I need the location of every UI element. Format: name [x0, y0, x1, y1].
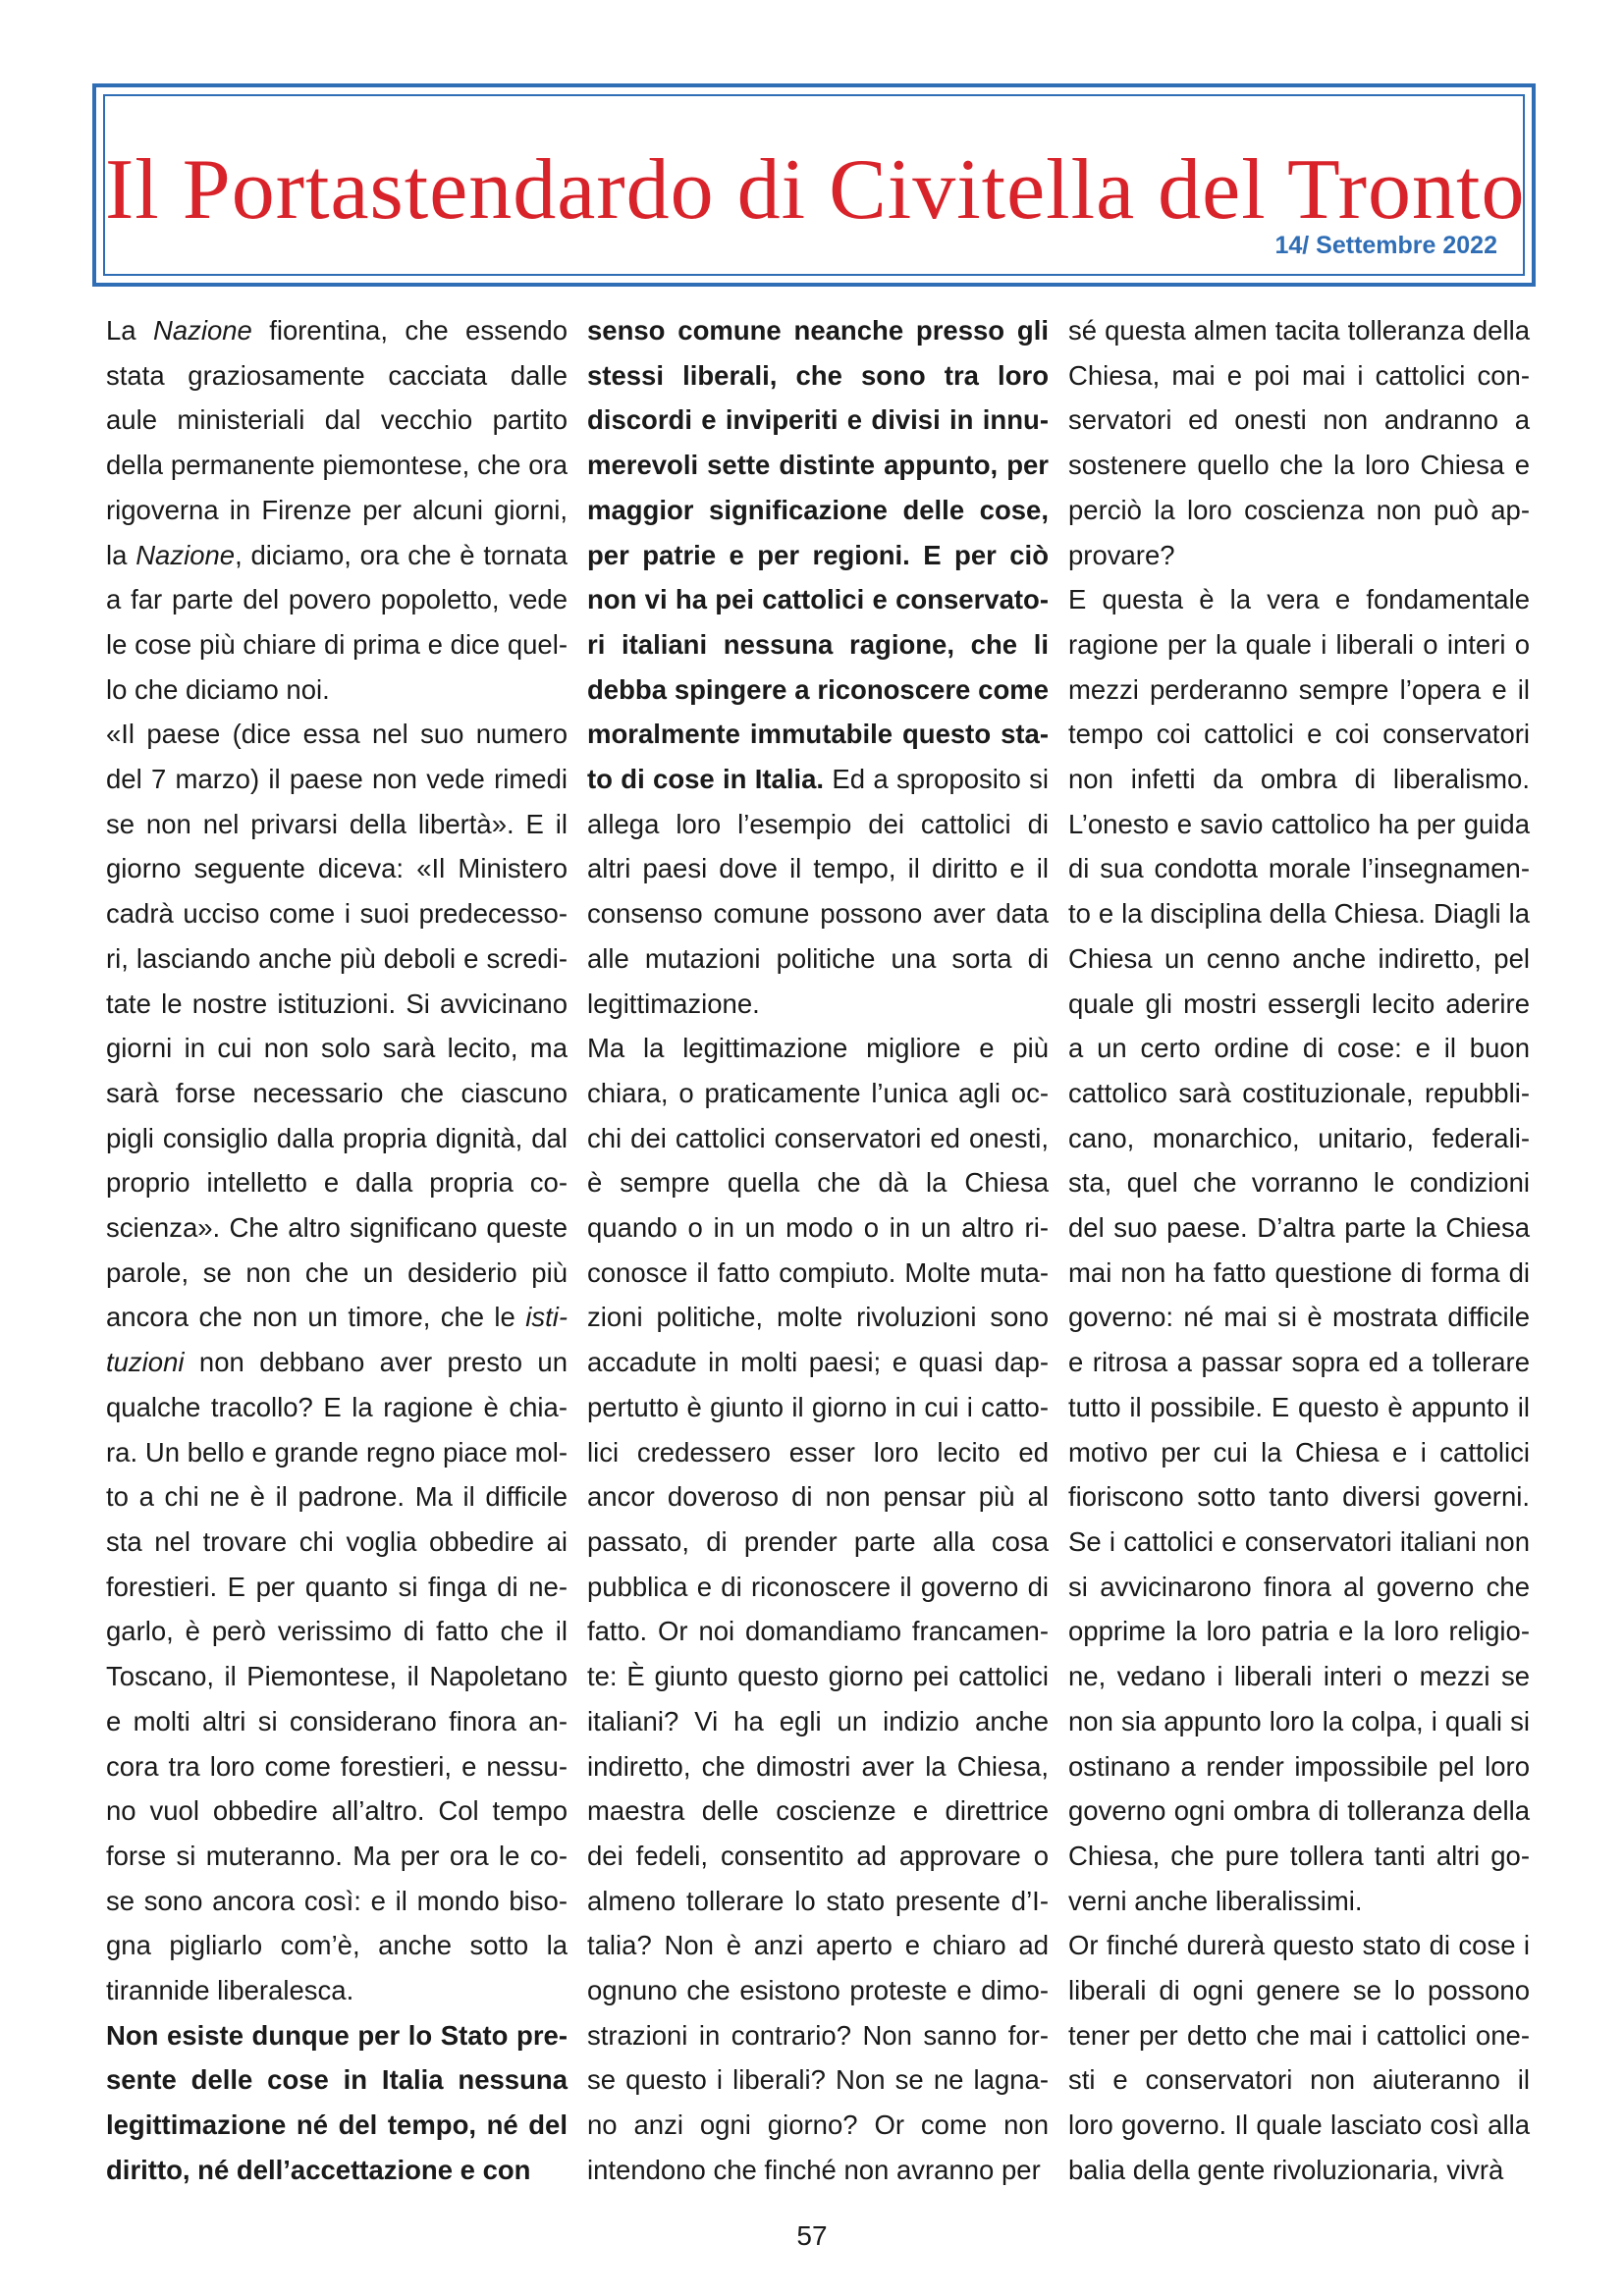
article-column-1 [106, 308, 568, 2185]
italic-text-segment: Nazione [135, 539, 236, 570]
text-segment: Or finché durerà questo stato di cose i liberali di ogni genere se lo possono tener per detto che mai i cattolici onesti e conservatori non aiuteranno il loro governo. Il quale lasciato così alla balia della gente rivoluzionaria, vivrà [1068, 1930, 1530, 2185]
text-segment: sé questa almen tacita tolleranza della Chiesa, mai e poi mai i cattolici conservatori ed onesti non andranno a sostenere quello che la loro Chiesa e perciò la loro coscienza non può approvare? [1068, 315, 1530, 570]
text-segment: «Il paese (dice essa nel suo numero del 7 marzo) il paese non vede rimedi se non nel privarsi della libertà». E il giorno seguente diceva: «Il Ministero cadrà ucciso come i suoi predecessori, lasciando anche più deboli e screditate le nostre istituzioni. Si avvicinano giorni in cui non solo sarà lecito, ma sarà forse necessario che ciascuno pigli consiglio dalla propria dignità, dal proprio intelletto e dalla propria coscienza». Che altro significano queste parole, se non che un desiderio più ancora che non un timore, che le [106, 719, 568, 1333]
newspaper-title: Il Portastendardo di Civitella del Tronto [105, 142, 1526, 238]
text-segment: Ma la legittimazione migliore e più chiara, o praticamente l’unica agli occhi dei cattolici conservatori ed onesti, è sempre quella che dà la Chiesa quando o in un modo o in un altro riconosce il fatto compiuto. Molte mutazioni politiche, molte rivoluzioni sono accadute in molti paesi; e quasi dappertutto è giunto il giorno in cui i cattolici credessero esser loro lecito ed ancor doveroso di non pensar più al passato, di prender parte alla cosa pubblica e di riconoscere il governo di fatto. Or noi domandiamo francamente: È giunto questo giorno pei cattolici italiani? Vi ha egli un indizio anche indiretto, che dimostri aver la Chiesa, maestra delle coscienze e direttrice dei fedeli, consentito ad approvare o almeno tollerare lo stato presente d’Italia? Non è anzi aperto e chiaro ad ognuno che esistono proteste e dimostrazioni in contrario? Non sanno forse questo i liberali? Non se ne lagnano anzi ogni giorno? Or come non intendono che finché non avranno per [587, 1033, 1049, 2185]
text-segment: fiorentina, che essendo stata graziosamente cacciata dalle aule ministeriali dal vecchio partito della permanente piemontese, che ora rigoverna in Firenze per alcuni giorni, la [106, 315, 568, 570]
bold-text-segment: senso comune neanche presso gli stessi liberali, che sono tra loro discordi e inviperiti e divisi in innumerevoli sette distinte appunto, per maggior significazione delle cose, per patrie e per regioni. E per ciò non vi ha pei cattolici e conservatori italiani nessuna ragione, che li debba spingere a riconoscere come moralmente immutabile questo stato di cose in Italia. [587, 315, 1049, 795]
article-paragraph [106, 2013, 568, 2193]
text-segment: E questa è la vera e fondamentale ragione per la quale i liberali o interi o mezzi perderanno sempre l’opera e il tempo coi cattolici e coi conservatori non infetti da ombra di liberalismo. L’onesto e savio cattolico ha per guida di sua condotta morale l’insegnamento e la disciplina della Chiesa. Diagli la Chiesa un cenno anche indiretto, pel quale gli mostri essergli lecito aderire a un certo ordine di cose: e il buon cattolico sarà costituzionale, repubblicano, monarchico, unitario, federalista, quel che vorranno le condizioni del suo paese. D’altra parte la Chiesa mai non ha fatto questione di forma di governo: né mai si è mostrata difficile e ritrosa a passar sopra ed a tollerare tutto il possibile. E questo è appunto il motivo per cui la Chiesa e i cattolici fioriscono sotto tanto diversi governi. Se i cattolici e conservatori italiani non si avvicinarono finora al governo che opprime la loro patria e la loro religione, vedano i liberali interi o mezzi se non sia appunto loro la colpa, i quali si ostinano a render impossibile pel loro governo ogni ombra di tolleranza della Chiesa, che pure tollera tanti altri governi anche liberalissimi. [1068, 584, 1530, 1916]
text-segment: Ed a sproposito si allega loro l’esempio dei cattolici di altri paesi dove il tempo, il diritto e il consenso comune possono aver data alle mutazioni politiche una sorta di legittimazione. [587, 764, 1049, 1019]
article-paragraph [587, 1026, 1049, 2192]
text-segment: La [106, 315, 153, 346]
bold-text-segment: Non esiste dunque per lo Stato presente delle cose in Italia nessuna legittimazione né del tempo, né del diritto, né dell’accettazione e con [106, 2019, 568, 2185]
article-columns [106, 308, 1530, 2185]
issue-date: 14/ Settembre 2022 [1274, 232, 1497, 259]
article-column-2 [587, 308, 1049, 2185]
italic-text-segment: istituzioni [106, 1302, 568, 1378]
article-paragraph [1068, 577, 1530, 1923]
text-segment: , diciamo, ora che è tornata a far parte del povero popoletto, vede le cose più chiare di prima e dice quello che diciamo noi. [106, 539, 568, 705]
article-paragraph [587, 308, 1049, 1026]
article-paragraph [1068, 308, 1530, 577]
masthead-inner-frame [103, 94, 1525, 276]
italic-text-segment: Nazione [152, 315, 252, 346]
article-paragraph [1068, 1923, 1530, 2192]
article-paragraph [106, 712, 568, 2012]
masthead [92, 83, 1536, 287]
article-column-3 [1068, 308, 1530, 2185]
article-paragraph [106, 308, 568, 712]
page-number: 57 [796, 2220, 828, 2251]
text-segment: non debbano aver presto un qualche tracollo? E la ragione è chiara. Un bello e grande regno piace molto a chi ne è il padrone. Ma il difficile sta nel trovare chi voglia obbedire ai forestieri. E per quanto si finga di negarlo, è però verissimo di fatto che il Toscano, il Piemontese, il Napoletano e molti altri si considerano finora ancora tra loro come forestieri, e nessuno vuol obbedire all’altro. Col tempo forse si muteranno. Ma per ora le cose sono ancora così: e il mondo bisogna pigliarlo com’è, anche sotto la tirannide liberalesca. [106, 1347, 568, 2006]
